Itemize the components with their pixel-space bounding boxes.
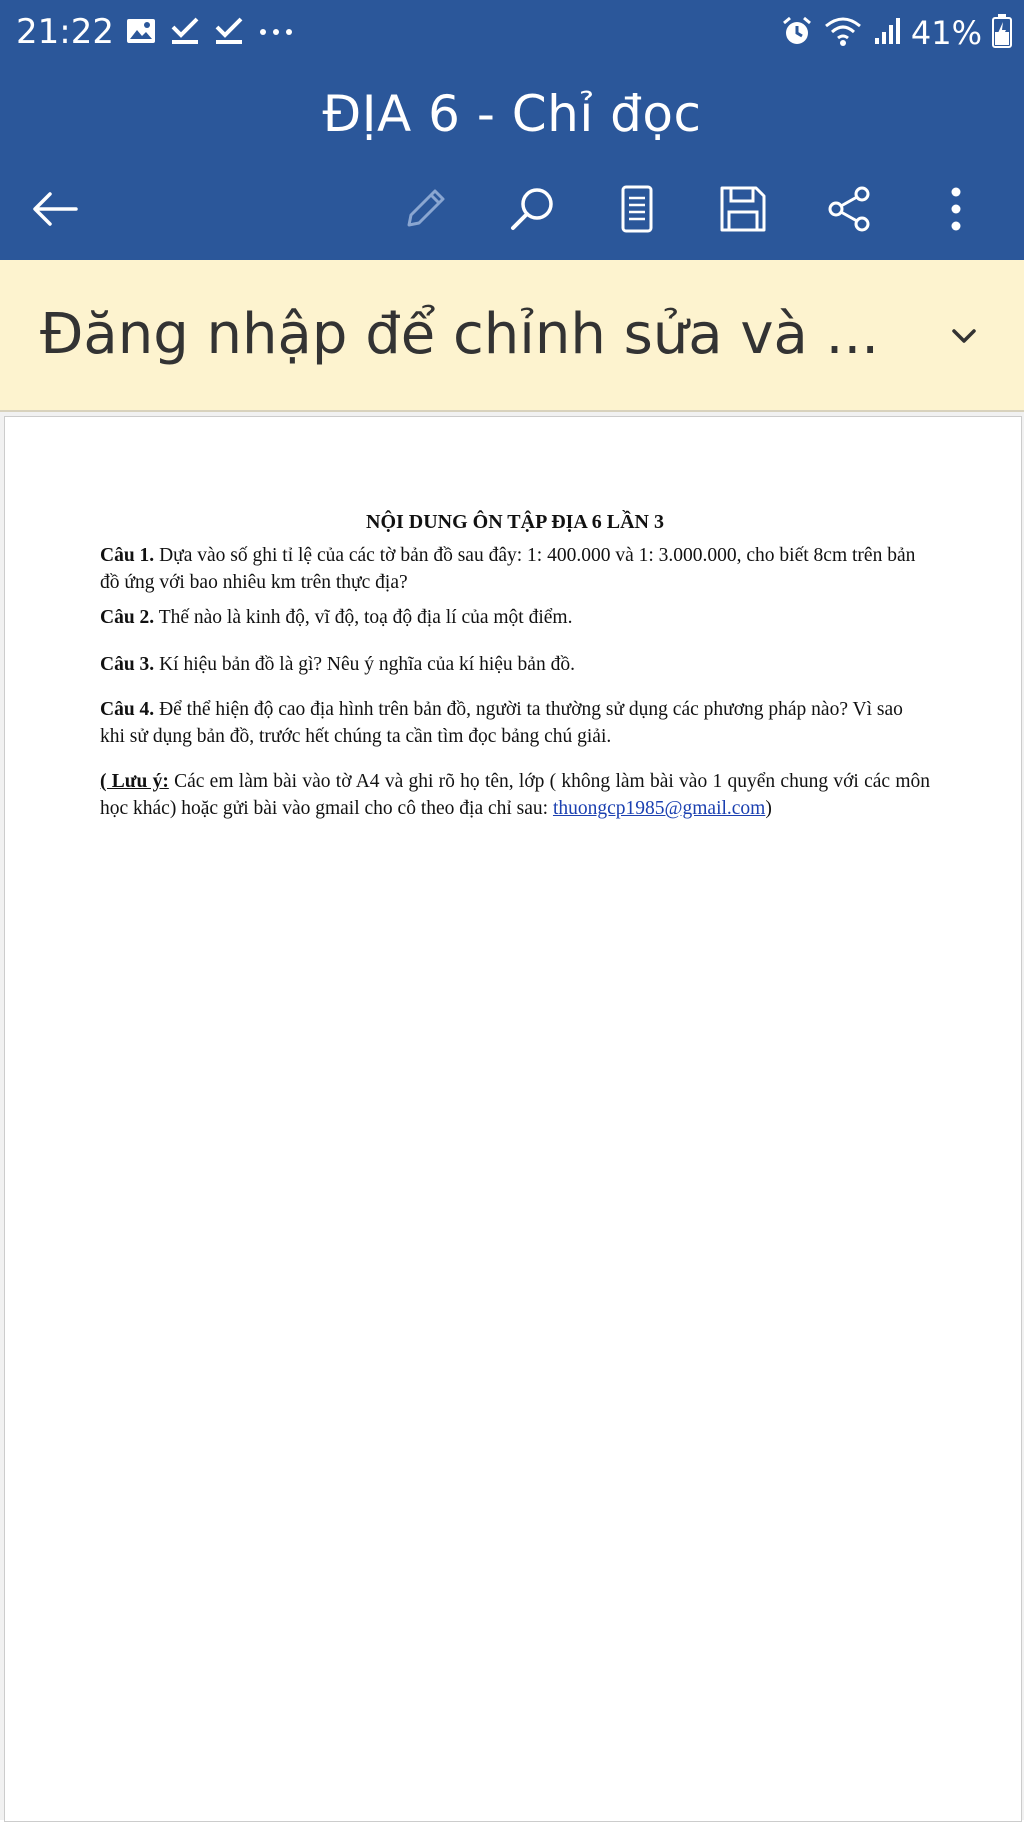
share-button[interactable]: [820, 182, 878, 240]
wifi-icon: [823, 15, 863, 52]
signal-icon: [873, 16, 901, 51]
question-text: Để thể hiện độ cao địa hình trên bản đồ, người ta thường sử dụng các phương pháp nào? Vì sao khi sử dụng bản đồ, trước hết chúng ta cần tìm đọc bảng chú giải.: [100, 699, 903, 747]
note-close: ): [765, 798, 772, 819]
reading-view-icon: [617, 184, 657, 239]
save-icon: [718, 184, 768, 239]
save-button[interactable]: [714, 182, 772, 240]
status-time: 21:22: [16, 12, 114, 52]
email-link[interactable]: thuongcp1985@gmail.com: [552, 798, 766, 819]
notification-icons: [126, 14, 294, 52]
document-page: [4, 416, 1022, 1822]
sign-in-banner[interactable]: [0, 260, 1024, 412]
document-heading: NỘI DUNG ÔN TẬP ĐỊA 6 LẦN 3: [366, 511, 664, 533]
share-icon: [824, 184, 874, 239]
question-label: Câu 1.: [100, 545, 155, 566]
more-icon: [258, 24, 294, 42]
note-text: Các em làm bài vào tờ A4 và ghi rõ họ tên, lớp ( không làm bài vào 1 quyển chung với các môn học khác) hoặc gửi bài vào gmail cho cô theo địa chỉ sau:: [100, 771, 930, 819]
question-3: [100, 651, 930, 678]
question-1: [100, 542, 930, 596]
more-options-button[interactable]: [927, 182, 985, 240]
battery-percent: 41%: [910, 14, 982, 52]
system-icons: [781, 12, 1012, 54]
question-4: [100, 696, 930, 750]
back-arrow-icon: [30, 189, 80, 234]
reading-view-button[interactable]: [608, 182, 666, 240]
alarm-icon: [781, 15, 813, 52]
question-label: Câu 2.: [100, 607, 155, 628]
edit-button[interactable]: [396, 182, 454, 240]
question-label: Câu 3.: [100, 654, 155, 675]
sign-in-message: Đăng nhập để chỉnh sửa và ...: [40, 302, 880, 367]
toolbar: [0, 162, 1024, 260]
search-button[interactable]: [503, 182, 561, 240]
chevron-down-icon[interactable]: [940, 312, 988, 360]
question-2: [100, 604, 930, 631]
check-icon: [214, 17, 244, 50]
document-title: ĐỊA 6 - Chỉ đọc: [322, 85, 702, 143]
pencil-icon: [401, 185, 449, 238]
search-icon: [507, 184, 557, 239]
document-canvas[interactable]: [0, 412, 1024, 1820]
note-paragraph: [100, 768, 930, 822]
document-body: [100, 509, 930, 822]
question-text: Dựa vào số ghi tỉ lệ của các tờ bản đồ sau đây: 1: 400.000 và 1: 3.000.000, cho biết 8cm trên bản đồ ứng với bao nhiêu km trên thực địa?: [100, 545, 916, 593]
back-button[interactable]: [26, 182, 84, 240]
question-text: Thế nào là kinh độ, vĩ độ, toạ độ địa lí của một điểm.: [154, 607, 573, 628]
question-label: Câu 4.: [100, 699, 155, 720]
note-label: ( Lưu ý:: [100, 771, 169, 792]
more-vertical-icon: [948, 185, 964, 238]
gallery-icon: [126, 18, 156, 49]
question-text: Kí hiệu bản đồ là gì? Nêu ý nghĩa của kí hiệu bản đồ.: [154, 654, 575, 675]
status-bar: [0, 0, 1024, 66]
battery-icon: [992, 14, 1012, 53]
check-icon: [170, 17, 200, 50]
app-titlebar: [0, 66, 1024, 162]
